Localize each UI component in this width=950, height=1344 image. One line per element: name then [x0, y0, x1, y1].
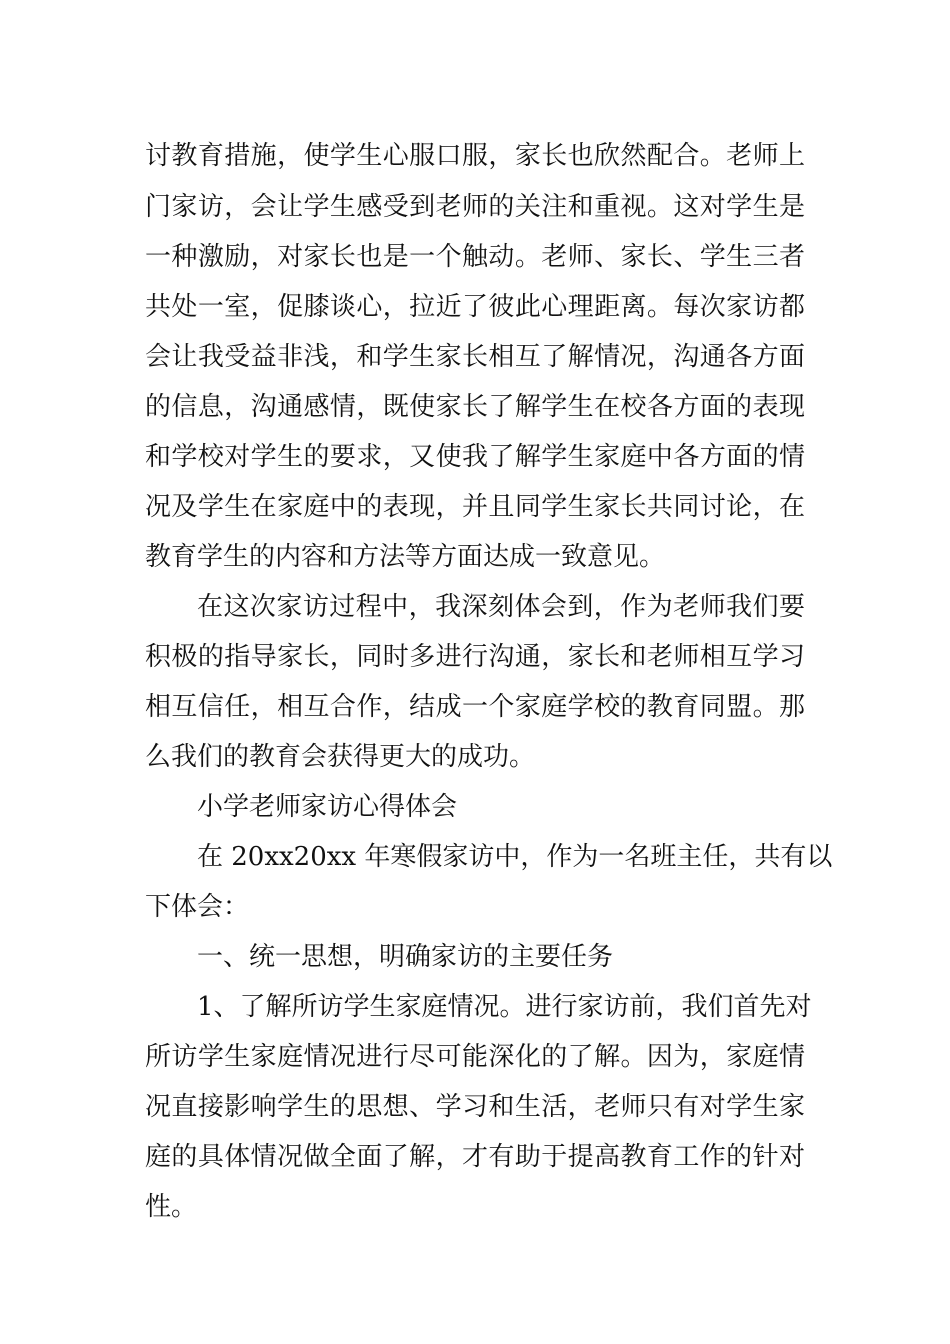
paragraph-6-line-3: 况直接影响学生的思想、学习和生活，老师只有对学生家 [145, 1092, 805, 1122]
section-title: 小学老师家访心得体会 [197, 792, 458, 822]
paragraph-1-line-6: 的信息，沟通感情，既使家长了解学生在校各方面的表现 [145, 392, 805, 422]
paragraph-6-line-4: 庭的具体情况做全面了解，才有助于提高教育工作的针对 [145, 1142, 805, 1172]
paragraph-2-line-1: 在这次家访过程中，我深刻体会到，作为老师我们要 [197, 592, 805, 622]
paragraph-1-line-9: 教育学生的内容和方法等方面达成一致意见。 [145, 542, 666, 572]
paragraph-6-line-1: 1、了解所访学生家庭情况。进行家访前，我们首先对 [197, 992, 812, 1022]
paragraph-1-line-3: 一种激励，对家长也是一个触动。老师、家长、学生三者 [145, 242, 805, 272]
paragraph-1-line-1: 讨教育措施，使学生心服口服，家长也欣然配合。老师上 [145, 141, 805, 171]
paragraph-2-line-3: 相互信任，相互合作，结成一个家庭学校的教育同盟。那 [145, 692, 805, 722]
paragraph-4-line-1: 在 20xx20xx 年寒假家访中，作为一名班主任，共有以 [197, 842, 833, 872]
paragraph-6-line-2: 所访学生家庭情况进行尽可能深化的了解。因为，家庭情 [145, 1042, 805, 1072]
paragraph-6-line-5: 性。 [145, 1192, 198, 1222]
paragraph-1-line-4: 共处一室，促膝谈心，拉近了彼此心理距离。每次家访都 [145, 292, 805, 322]
paragraph-4-line-2: 下体会： [145, 892, 250, 922]
paragraph-2-line-4: 么我们的教育会获得更大的成功。 [145, 742, 536, 772]
paragraph-1-line-8: 况及学生在家庭中的表现，并且同学生家长共同讨论，在 [145, 492, 805, 522]
subsection-heading: 一、统一思想，明确家访的主要任务 [197, 942, 614, 972]
paragraph-1-line-5: 会让我受益非浅，和学生家长相互了解情况，沟通各方面 [145, 342, 805, 372]
paragraph-1-line-2: 门家访，会让学生感受到老师的关注和重视。这对学生是 [145, 192, 805, 222]
paragraph-1-line-7: 和学校对学生的要求，又使我了解学生家庭中各方面的情 [145, 442, 805, 472]
paragraph-2-line-2: 积极的指导家长，同时多进行沟通，家长和老师相互学习 [145, 642, 805, 672]
